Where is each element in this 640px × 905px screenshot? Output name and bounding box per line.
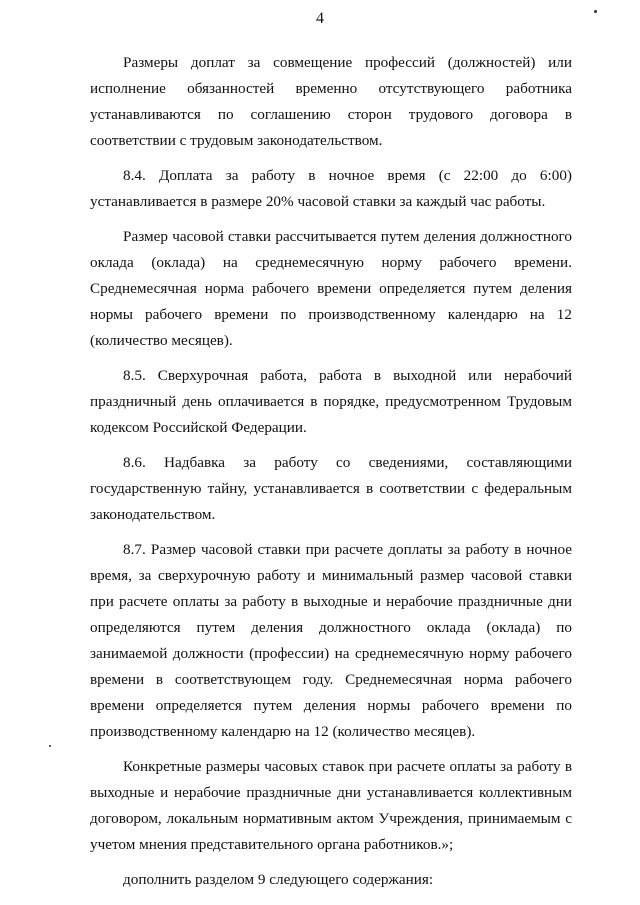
paragraph-specific-rates: Конкретные размеры часовых ставок при расчете оплаты за работу в выходные и нерабочие праздничные дни устанавливается коллективным договором, локальным нормативным актом Учреждения, принимаемым с учетом мнения представительного органа работников.»; — [90, 758, 572, 853]
paragraph-8-5-overtime: 8.5. Сверхурочная работа, работа в выходной или нерабочий праздничный день оплачивается в порядке, предусмотренном Трудовым кодексом Российской Федерации. — [90, 367, 572, 436]
scan-speck — [49, 745, 51, 747]
paragraph-hourly-rate: Размер часовой ставки рассчитывается путем деления должностного оклада (оклада) на среднемесячную норму рабочего времени. Среднемесячная норма рабочего времени определяется путем деления нормы рабочего времени по производственному календарю на 12 (количество месяцев). — [90, 228, 572, 349]
scan-speck — [594, 10, 597, 13]
paragraph-8-7-hourly-rate-calculation: 8.7. Размер часовой ставки при расчете доплаты за работу в ночное время, за сверхурочную работу и минимальный размер часовой ставки при расчете оплаты за работу в выходные и нерабочие праздничные дни определяются путем деления должностного оклада (оклада) по занимаемой должности (профессии) на среднемесячную норму рабочего времени в соответствующем году. Среднемесячная норма рабочего времени определяется путем деления нормы рабочего времени по производственному календарю на 12 (количество месяцев). — [90, 541, 572, 740]
paragraph-combination-allowance: Размеры доплат за совмещение профессий (должностей) или исполнение обязанностей временно отсутствующего работника устанавливаются по соглашению сторон трудового договора в соответствии с трудовым законодательством. — [90, 54, 572, 149]
page-number: 4 — [316, 10, 324, 27]
document-body — [90, 50, 572, 893]
paragraph-8-6-state-secret: 8.6. Надбавка за работу со сведениями, составляющими государственную тайну, устанавливается в соответствии с федеральным законодательством. — [90, 454, 572, 523]
paragraph-8-4-night-work: 8.4. Доплата за работу в ночное время (с 22:00 до 6:00) устанавливается в размере 20% часовой ставки за каждый час работы. — [90, 167, 572, 210]
paragraph-add-section-9: дополнить разделом 9 следующего содержания: — [123, 871, 434, 888]
